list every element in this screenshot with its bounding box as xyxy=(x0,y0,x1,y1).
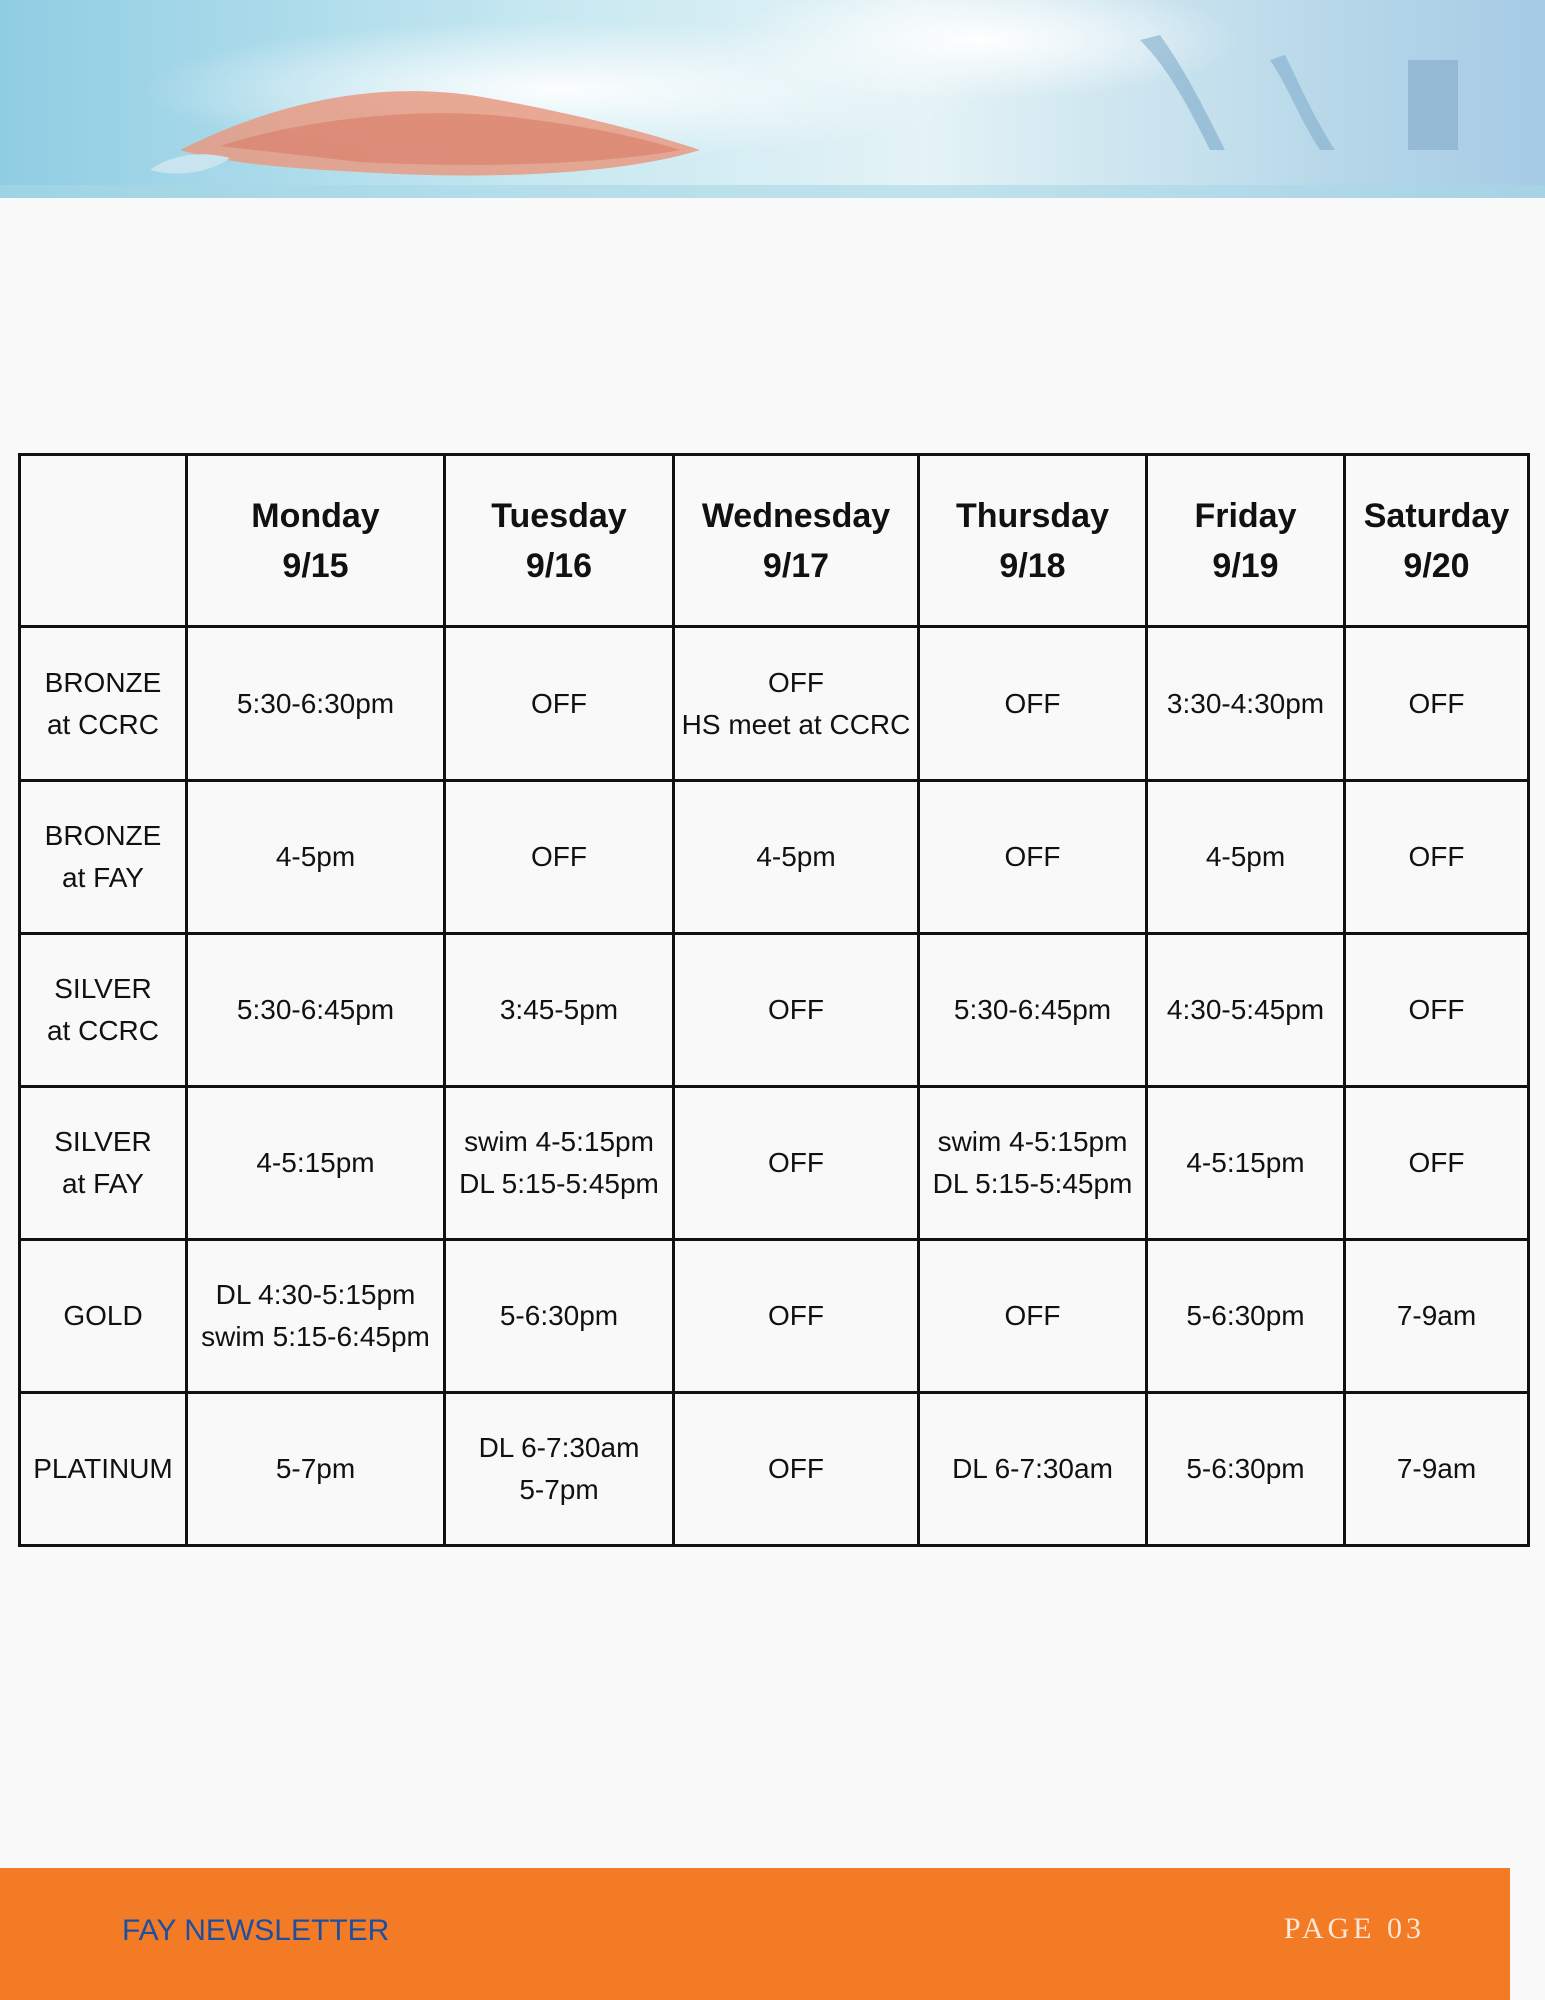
day-name: Saturday xyxy=(1363,496,1510,535)
hero-swimmer-image xyxy=(0,0,1545,198)
schedule-cell: OFF xyxy=(445,627,674,780)
newsletter-title: FAY NEWSLETTER xyxy=(122,1914,390,1947)
schedule-cell: OFF xyxy=(1345,780,1529,933)
table-row xyxy=(20,1239,1529,1392)
day-header xyxy=(187,455,445,627)
day-date: 9/17 xyxy=(762,546,830,585)
day-date: 9/19 xyxy=(1212,546,1279,585)
schedule-cell: OFF xyxy=(674,1239,919,1392)
day-date: 9/16 xyxy=(525,546,593,585)
schedule-cell: 5:30-6:45pm xyxy=(187,933,445,1086)
schedule-cell: 7-9am xyxy=(1345,1392,1529,1545)
schedule-cell: 4-5pm xyxy=(1147,780,1345,933)
group-label: PLATINUM xyxy=(20,1392,187,1545)
footer-bar xyxy=(0,1868,1510,2000)
schedule-cell: 4:30-5:45pm xyxy=(1147,933,1345,1086)
day-date: 9/15 xyxy=(282,546,349,585)
schedule-cell: 4-5:15pm xyxy=(1147,1086,1345,1239)
schedule-cell: DL 4:30-5:15pm swim 5:15-6:45pm xyxy=(187,1239,445,1392)
day-header xyxy=(1345,455,1529,627)
practice-schedule-table xyxy=(18,453,1530,1547)
table-row xyxy=(20,933,1529,1086)
day-name: Tuesday xyxy=(491,496,627,535)
schedule-cell: OFF xyxy=(674,933,919,1086)
schedule-cell: 5-6:30pm xyxy=(1147,1392,1345,1545)
schedule-cell: DL 6-7:30am xyxy=(919,1392,1147,1545)
group-label: GOLD xyxy=(20,1239,187,1392)
schedule-cell: 4-5pm xyxy=(674,780,919,933)
schedule-cell: OFF xyxy=(1345,933,1529,1086)
day-name: Wednesday xyxy=(701,496,891,535)
day-name: Thursday xyxy=(955,496,1110,535)
table-row xyxy=(20,780,1529,933)
schedule-cell: 4-5pm xyxy=(187,780,445,933)
schedule-cell: OFF xyxy=(919,627,1147,780)
header-row xyxy=(20,455,1529,627)
day-header xyxy=(674,455,919,627)
corner-cell xyxy=(20,455,187,627)
schedule-cell: 5:30-6:45pm xyxy=(919,933,1147,1086)
schedule-cell: swim 4-5:15pm DL 5:15-5:45pm xyxy=(919,1086,1147,1239)
day-name: Monday xyxy=(251,496,380,535)
table-row xyxy=(20,1392,1529,1545)
day-header xyxy=(1147,455,1345,627)
schedule-cell: swim 4-5:15pm DL 5:15-5:45pm xyxy=(445,1086,674,1239)
schedule-cell: 3:30-4:30pm xyxy=(1147,627,1345,780)
table-row xyxy=(20,1086,1529,1239)
group-label: SILVER at FAY xyxy=(20,1086,187,1239)
schedule-cell: OFF xyxy=(674,1086,919,1239)
schedule-cell: OFF xyxy=(445,780,674,933)
day-header xyxy=(445,455,674,627)
schedule-cell: 5:30-6:30pm xyxy=(187,627,445,780)
schedule-cell: 5-6:30pm xyxy=(1147,1239,1345,1392)
day-header xyxy=(919,455,1147,627)
schedule-cell: 3:45-5pm xyxy=(445,933,674,1086)
schedule-cell: 5-7pm xyxy=(187,1392,445,1545)
schedule-cell: OFF HS meet at CCRC xyxy=(674,627,919,780)
schedule-cell: OFF xyxy=(1345,627,1529,780)
schedule-cell: OFF xyxy=(1345,1086,1529,1239)
schedule-cell: 7-9am xyxy=(1345,1239,1529,1392)
group-label: BRONZE at FAY xyxy=(20,780,187,933)
schedule-cell: OFF xyxy=(674,1392,919,1545)
schedule-cell: OFF xyxy=(919,1239,1147,1392)
group-label: SILVER at CCRC xyxy=(20,933,187,1086)
group-label: BRONZE at CCRC xyxy=(20,627,187,780)
day-date: 9/20 xyxy=(1403,546,1470,585)
schedule-cell: DL 6-7:30am 5-7pm xyxy=(445,1392,674,1545)
table-row xyxy=(20,627,1529,780)
schedule-cell: 4-5:15pm xyxy=(187,1086,445,1239)
schedule-cell: 5-6:30pm xyxy=(445,1239,674,1392)
day-name: Friday xyxy=(1194,496,1297,535)
page-number: PAGE 03 xyxy=(1283,1912,1425,1945)
day-date: 9/18 xyxy=(999,546,1066,585)
schedule-cell: OFF xyxy=(919,780,1147,933)
